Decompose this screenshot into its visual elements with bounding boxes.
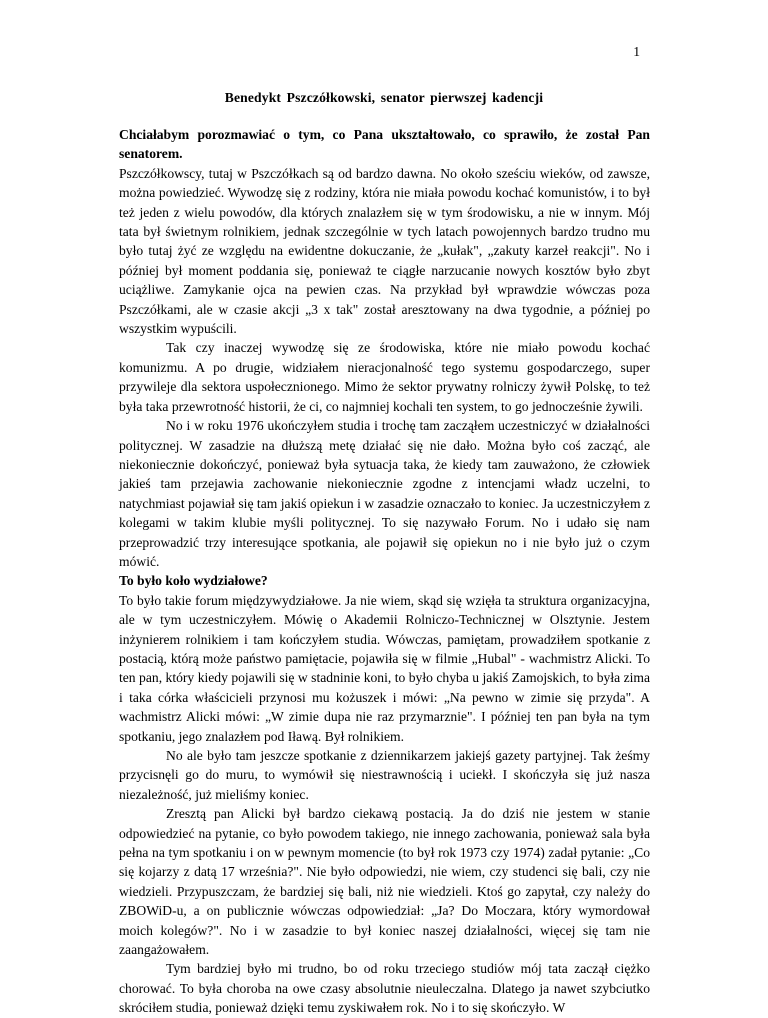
answer-paragraph: No ale było tam jeszcze spotkanie z dziennikarzem jakiejś gazety partyjnej. Tak żeśmy przycisnęli go do muru, to wymówił się niestrawnością i uciekł. I skończyła się już nasza niezależność, już mieliśmy koniec. — [119, 748, 650, 802]
answer-paragraph: Tym bardziej było mi trudno, bo od roku trzeciego studiów mój tata zaczął ciężko chorować. To była choroba na owe czasy absolutnie nieuleczalna. Dlatego ja nawet szybciutko skróciłem studia, ponieważ dzięki temu zyskiwałem rok. No i to się skończyło. W — [119, 961, 650, 1016]
answer-paragraph: Tak czy inaczej wywodzę się ze środowiska, które nie miało powodu kochać komunizmu. A po drugie, widziałem nieracjonalność tego systemu gospodarczego, super przywileje dla sektora uspołecznionego. Mimo że sektor prywatny rolniczy żywił Polskę, to też była taka przewrotność historii, że ci, co najmniej kochali ten system, to go jednocześnie żywili. — [119, 340, 650, 414]
question-paragraph: To było koło wydziałowe? — [119, 573, 268, 589]
document-title: Benedykt Pszczółkowski, senator pierwszej kadencji — [224, 90, 544, 105]
answer-paragraph: Zresztą pan Alicki był bardzo ciekawą postacią. Ja do dziś nie jestem w stanie odpowiedzieć na pytanie, co było powodem takiego, nie innego zachowania, ponieważ sala była pełna na tym spotkaniu i on w pewnym momencie (to był rok 1973 czy 1974) zadał pytanie: „Co się kojarzy z datą 17 września?". Nie było odpowiedzi, nie wiem, czy studenci się bali, czy nie wiedzieli. Przypuszczam, że bardziej się bali, niż nie wiedzieli. Ktoś go zapytał, czy należy do ZBOWiD-u, a on publicznie wówczas odpowiedział: „Ja? Do Moczara, który wymordował moich kolegów?". No i w zasadzie to był koniec naszej działalności, więcej się tam nie zaangażowałem. — [119, 806, 650, 958]
document-body — [119, 125, 650, 1018]
answer-paragraph: No i w roku 1976 ukończyłem studia i trochę tam zacząłem uczestniczyć w działalności politycznej. W zasadzie na dłuższą metę działać się nie dało. Można było coś zacząć, ale niekoniecznie dokończyć, ponieważ była sytuacja taka, że kiedy tam zauważono, że człowiek jakieś tam przejawia zachowanie niekoniecznie zgodne z intencjami władz uczelni, to natychmiast pojawiał się tam jakiś opiekun i w zasadzie oznaczało to koniec. Ja uczestniczyłem z kolegami w takim klubie myśli politycznej. To się nazywało Forum. No i udało się nam przeprowadzić trzy interesujące spotkania, ale pojawił się opiekun no i nie było już o czym mówić. — [119, 418, 650, 569]
page-number: 1 — [633, 44, 640, 59]
question-paragraph: Chciałabym porozmawiać o tym, co Pana ukształtowało, co sprawiło, że został Pan senatorem. — [119, 127, 650, 162]
answer-paragraph: To było takie forum międzywydziałowe. Ja nie wiem, skąd się wzięła ta struktura organizacyjna, ale w tym uczestniczyłem. Mówię o Akademii Rolniczo-Technicznej w Olsztynie. Jestem inżynierem rolnikiem i tam kończyłem studia. Wówczas, pamiętam, prowadziłem spotkanie z postacią, którą może państwo pamiętacie, pojawiła się w filmie „Hubal" - wachmistrz Alicki. To ten pan, który kiedy pojawili się w stadninie koni, to było chyba u jakiś Zamojskich, to była zima i taka córka właścicieli przynosi mu kożuszek i mówi: „Na pewno w zimie się przyda". A wachmistrz Alicki mówi: „W zimie dupa nie raz przymarznie". I później ten pan była na tym spotkaniu, jego znalazłem pod Iławą. Był rolnikiem. — [119, 592, 650, 744]
answer-paragraph: Pszczółkowscy, tutaj w Pszczółkach są od bardzo dawna. No około sześciu wieków, od zawsze, można powiedzieć. Wywodzę się z rodziny, która nie miała powodu kochać komunistów, i to był też jeden z wielu powodów, dla których znalazłem się w tym środowisku, a nie w innym. Mój tata był świetnym rolnikiem, jednak szczególnie w tych latach powojennych bardzo trudno mu było tutaj żyć ze względu na ewidentne dokuczanie, że „kułak", „zakuty karzeł reakcji". No i później był moment poddania się, ponieważ te ciągłe narzucanie nowych kosztów było zbyt uciążliwe. Zamykanie ojca na pewien czas. Na przykład był wprawdzie wówczas poza Pszczółkami, ale w czasie akcji „3 x tak" został aresztowany na dwa tygodnie, a później po wszystkim wypuścili. — [119, 165, 650, 337]
